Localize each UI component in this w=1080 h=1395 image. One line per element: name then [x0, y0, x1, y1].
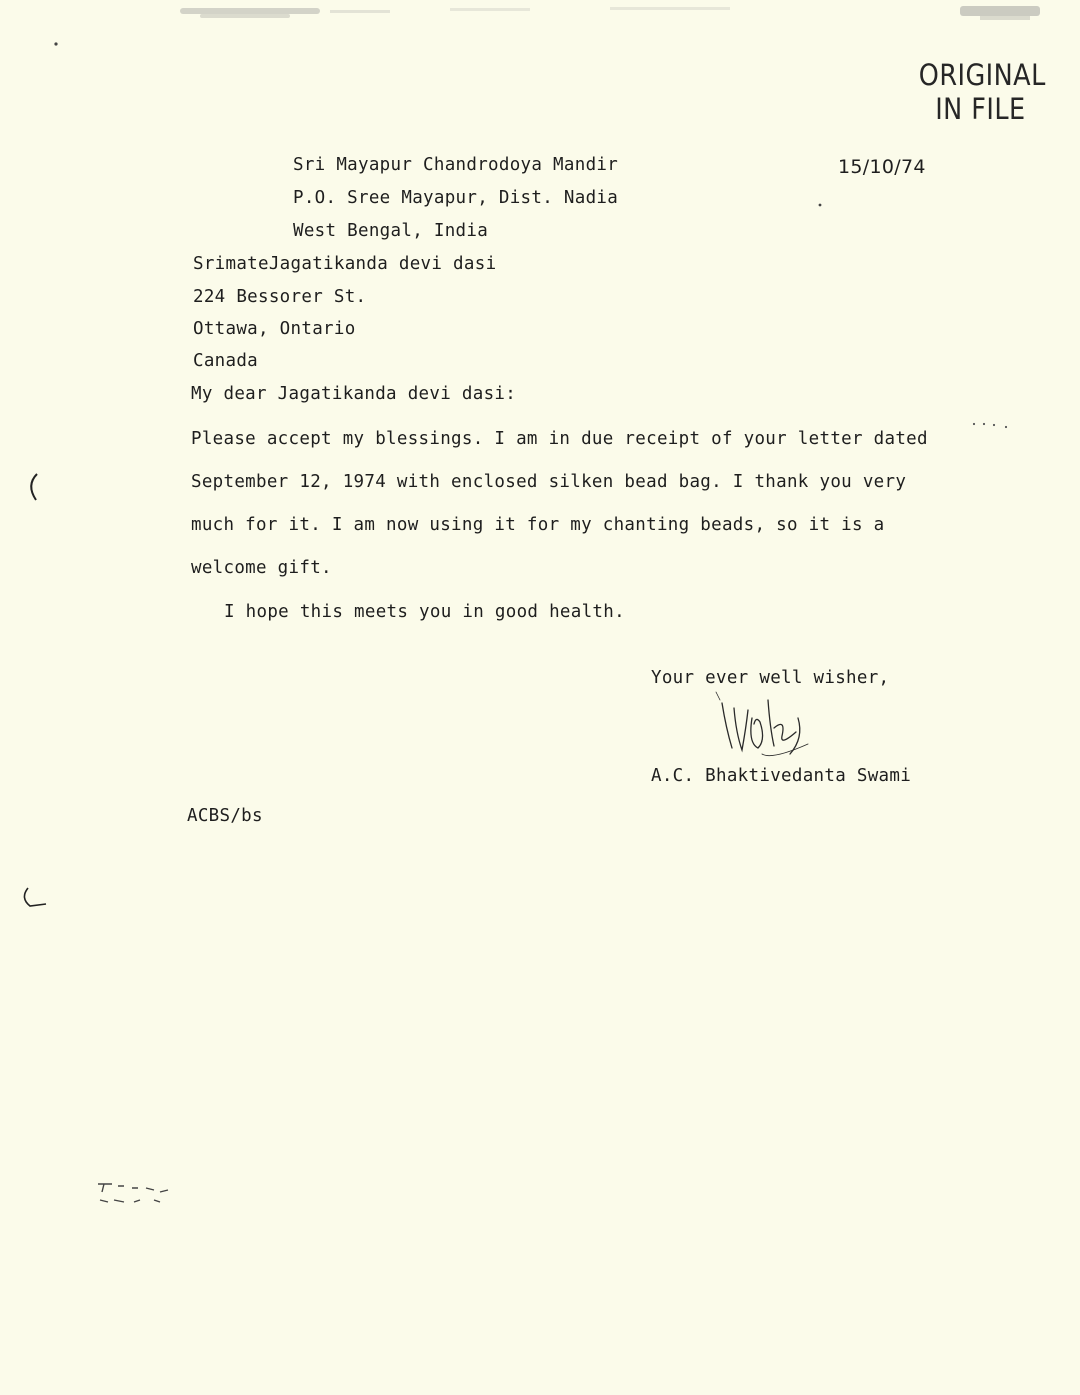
recipient-country: Canada: [193, 351, 259, 371]
letter-date: 15/10/74: [838, 156, 926, 178]
closing-line: Your ever well wisher,: [651, 668, 890, 688]
recipient-name: SrimateJagatikanda devi dasi: [193, 254, 497, 274]
body-line-1: Please accept my blessings. I am in due receipt of your letter dated: [191, 429, 928, 449]
sender-line-2: P.O. Sree Mayapur, Dist. Nadia: [293, 188, 619, 208]
body-line-2: September 12, 1974 with enclosed silken bead bag. I thank you very: [191, 472, 907, 492]
photocopy-noise: [0, 0, 1080, 40]
binder-mark-2: [18, 884, 50, 912]
stamp-line-1: ORIGINAL: [918, 58, 1046, 92]
reference-initials: ACBS/bs: [187, 806, 263, 826]
speck-marks: [970, 418, 1010, 430]
speck-mark: [50, 38, 62, 50]
recipient-city: Ottawa, Ontario: [193, 319, 356, 339]
stamp-line-2: IN FILE: [935, 92, 1026, 126]
handwritten-signature: [712, 688, 822, 768]
speck-mark-2: [815, 200, 825, 210]
body-line-5: I hope this meets you in good health.: [224, 602, 625, 622]
body-line-3: much for it. I am now using it for my chanting beads, so it is a: [191, 515, 885, 535]
original-in-file-stamp: [918, 58, 1046, 126]
sender-line-1: Sri Mayapur Chandrodoya Mandir: [293, 155, 619, 175]
scribble-mark: [94, 1178, 178, 1208]
signatory-name: A.C. Bhaktivedanta Swami: [651, 766, 912, 786]
recipient-street: 224 Bessorer St.: [193, 287, 367, 307]
body-line-4: welcome gift.: [191, 558, 332, 578]
binder-mark: [22, 470, 42, 504]
salutation: My dear Jagatikanda devi dasi:: [191, 384, 517, 404]
sender-line-3: West Bengal, India: [293, 221, 489, 241]
